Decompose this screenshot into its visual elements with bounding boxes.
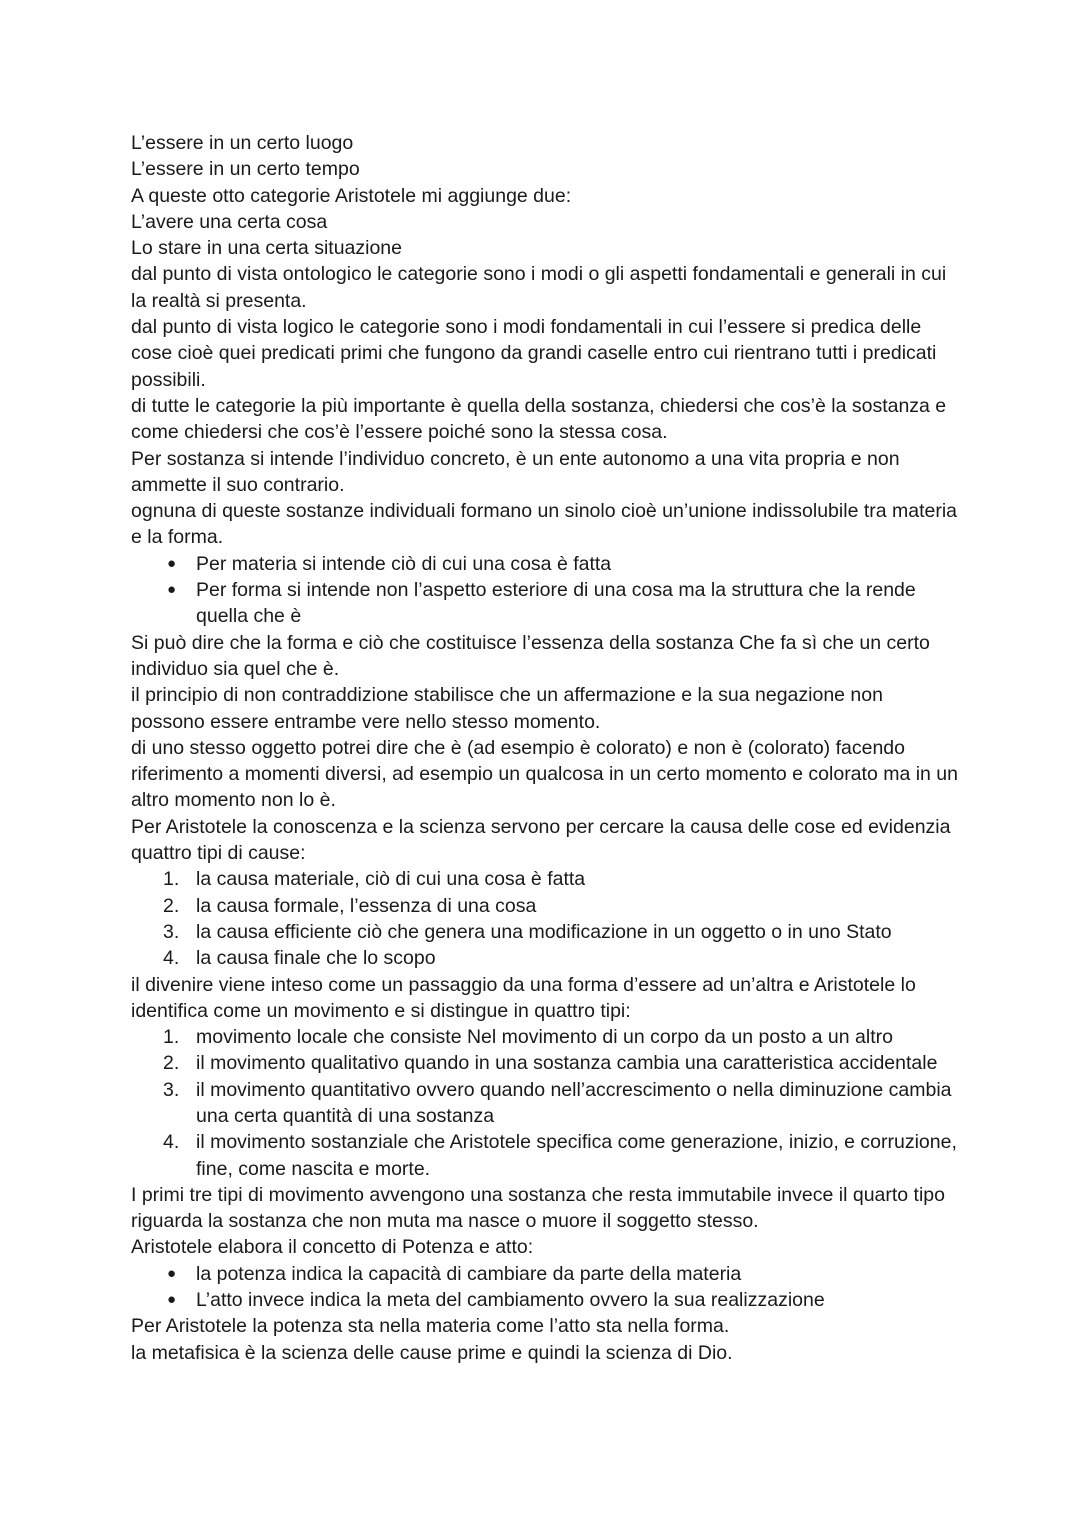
list-item-text: Per materia si intende ciò di cui una cosa è fatta <box>196 552 612 575</box>
list-item-text: L’atto invece indica la meta del cambiamento ovvero la sua realizzazione <box>196 1289 825 1312</box>
paragraph-primi-tre-tipi: I primi tre tipi di movimento avvengono una sostanza che resta immutabile invece il quarto tipo riguarda la sostanza che non muta ma nasce o muore il soggetto stesso. <box>131 1183 945 1233</box>
numbered-list-cause <box>131 866 961 971</box>
list-number: 2. <box>163 894 180 917</box>
list-number: 1. <box>163 868 180 891</box>
list-item-text: il movimento qualitativo quando in una sostanza cambia una caratteristica accidentale <box>196 1052 938 1075</box>
list-item-text: Per forma si intende non l’aspetto esteriore di una cosa ma la struttura che la rende quella che è <box>196 579 916 628</box>
paragraph-cause-intro: Per Aristotele la conoscenza e la scienza servono per cercare la causa delle cose ed evidenzia quattro tipi di cause: <box>131 815 951 865</box>
bullet-icon: ● <box>167 1291 177 1309</box>
list-item-text: la causa efficiente ciò che genera una modificazione in un oggetto o in uno Stato <box>196 920 892 943</box>
list-item <box>131 1287 961 1313</box>
bullet-list-potenza-atto <box>131 1261 961 1314</box>
list-item <box>131 1024 961 1050</box>
list-item <box>131 945 961 971</box>
list-item <box>131 1129 961 1182</box>
paragraph-sinolo: ognuna di queste sostanze individuali formano un sinolo cioè un’unione indissolubile tra materia e la forma. <box>131 500 958 549</box>
list-item <box>131 1077 961 1130</box>
list-item-text: la causa finale che lo scopo <box>196 947 436 970</box>
bullet-icon: ● <box>167 581 177 599</box>
list-item <box>131 919 961 945</box>
line-stare: Lo stare in una certa situazione <box>131 237 403 260</box>
list-number: 2. <box>163 1052 180 1075</box>
line-luogo: L’essere in un certo luogo <box>131 132 354 154</box>
list-number: 3. <box>163 920 180 943</box>
line-tempo: L’essere in un certo tempo <box>131 158 360 181</box>
paragraph-divenire: il divenire viene inteso come un passaggio da una forma d’essere ad un’altra e Aristotele lo identifica come un movimento e si distingue in quattro tipi: <box>131 973 916 1022</box>
paragraph-potenza-materia: Per Aristotele la potenza sta nella materia come l’atto sta nella forma. <box>131 1315 730 1338</box>
list-item <box>131 866 961 892</box>
paragraph-forma-essenza: Si può dire che la forma e ciò che costituisce l’essenza della sostanza Che fa sì che un certo individuo sia quel che è. <box>131 631 930 680</box>
paragraph-non-contraddizione: il principio di non contraddizione stabilisce che un affermazione e la sua negazione non possono essere entrambe vere nello stesso momento. <box>131 684 883 733</box>
paragraph-metafisica: la metafisica è la scienza delle cause prime e quindi la scienza di Dio. <box>131 1341 733 1364</box>
paragraph-sostanza-importante: di tutte le categorie la più importante è quella della sostanza, chiedersi che cos’è la sostanza e come chiedersi che cos’è l’essere poiché sono la stessa cosa. <box>131 394 947 444</box>
list-item-text: il movimento quantitativo ovvero quando nell’accrescimento o nella diminuzione cambia una certa quantità di una sostanza <box>196 1078 952 1127</box>
line-otto-categorie: A queste otto categorie Aristotele mi aggiunge due: <box>131 184 572 207</box>
list-item-text: la causa formale, l’essenza di una cosa <box>196 894 537 917</box>
list-item-text: la causa materiale, ciò di cui una cosa è fatta <box>196 868 586 891</box>
document-page <box>131 130 961 1366</box>
paragraph-esempio-colorato: di uno stesso oggetto potrei dire che è (ad esempio è colorato) e non è (colorato) facendo riferimento a momenti diversi, ad esempio un qualcosa in un certo momento e colorato ma in un altro momento non lo è. <box>131 736 958 812</box>
list-number: 1. <box>163 1026 180 1049</box>
list-item-text: movimento locale che consiste Nel movimento di un corpo da un posto a un altro <box>196 1026 893 1049</box>
list-item <box>131 551 961 577</box>
list-item <box>131 1261 961 1287</box>
paragraph-sostanza-definizione: Per sostanza si intende l’individuo concreto, è un ente autonomo a una vita propria e non ammette il suo contrario. <box>131 447 900 496</box>
numbered-list-movimento <box>131 1024 961 1182</box>
bullet-icon: ● <box>167 554 177 572</box>
list-item <box>131 1050 961 1076</box>
paragraph-ontologico: dal punto di vista ontologico le categorie sono i modi o gli aspetti fondamentali e generali in cui la realtà si presenta. <box>131 263 947 312</box>
bullet-list-materia-forma <box>131 551 961 630</box>
list-item-text: la potenza indica la capacità di cambiare da parte della materia <box>196 1262 742 1285</box>
paragraph-logico: dal punto di vista logico le categorie sono i modi fondamentali in cui l’essere si predica delle cose cioè quei predicati primi che fungono da grandi caselle entro cui rientrano tutti i predicati possibili. <box>131 316 937 391</box>
list-item <box>131 893 961 919</box>
list-item-text: il movimento sostanziale che Aristotele specifica come generazione, inizio, e corruzione, fine, come nascita e morte. <box>196 1131 957 1180</box>
paragraph-potenza-atto-intro: Aristotele elabora il concetto di Potenza e atto: <box>131 1236 534 1259</box>
line-avere: L’avere una certa cosa <box>131 210 328 233</box>
list-item <box>131 577 961 630</box>
bullet-icon: ● <box>167 1264 177 1282</box>
list-number: 4. <box>163 1131 180 1154</box>
list-number: 4. <box>163 947 180 970</box>
list-number: 3. <box>163 1078 180 1101</box>
